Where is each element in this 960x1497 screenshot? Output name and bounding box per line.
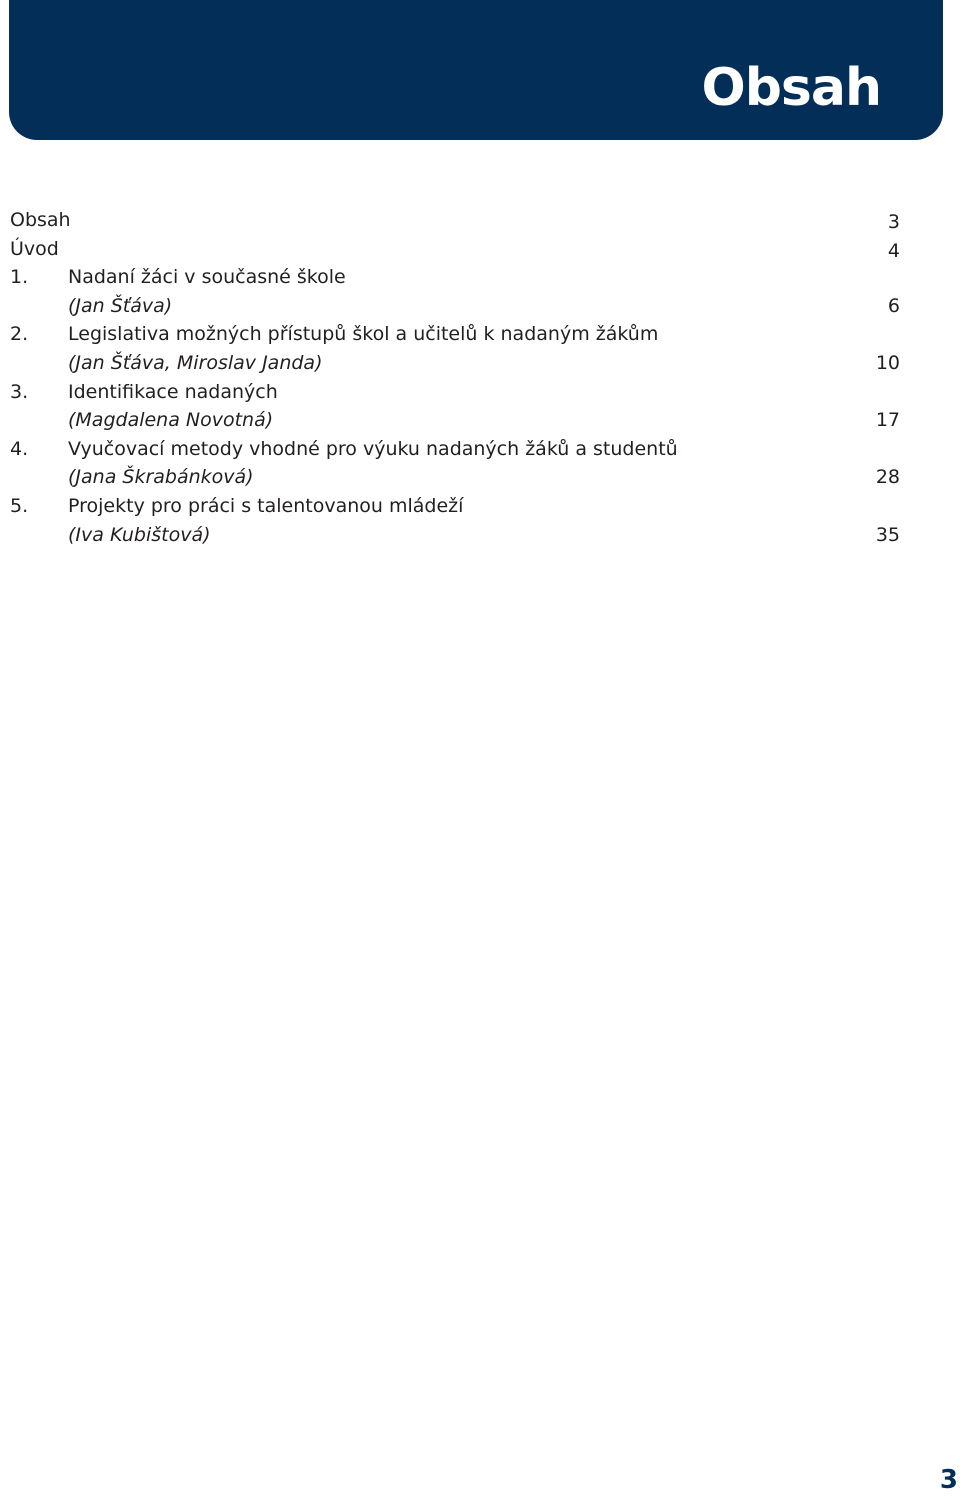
toc-entry-title: Úvod — [10, 237, 59, 260]
toc-entry-page: 6 — [887, 294, 900, 317]
table-of-contents — [10, 206, 900, 549]
toc-entry-number: 5. — [10, 494, 29, 517]
toc-entry-page: 35 — [875, 523, 900, 546]
toc-entry-title: Projekty pro práci s talentovanou mládeží — [68, 494, 464, 517]
toc-entry-page: 28 — [875, 466, 900, 489]
header-banner — [9, 0, 943, 140]
toc-entry-obsah[interactable] — [10, 206, 900, 235]
toc-entry-page: 17 — [875, 409, 900, 432]
toc-entry-uvod[interactable] — [10, 235, 900, 264]
toc-entry-page: 10 — [875, 351, 900, 374]
toc-entry-page: 4 — [887, 239, 900, 262]
toc-entry-number: 4. — [10, 437, 29, 460]
toc-entry-title: Legislativa možných přístupů škol a učitelů k nadaným žákům — [68, 323, 659, 346]
page-title: Obsah — [701, 58, 881, 118]
toc-entry-number: 2. — [10, 323, 29, 346]
toc-entry-chapter-4[interactable] — [10, 435, 900, 492]
toc-entry-author: (Jana Škrabánková) — [68, 466, 254, 489]
toc-entry-title: Nadaní žáci v současné škole — [68, 266, 346, 289]
toc-entry-number: 3. — [10, 380, 29, 403]
toc-entry-title: Identifikace nadaných — [68, 380, 278, 403]
toc-entry-title: Obsah — [10, 209, 71, 231]
toc-entry-chapter-3[interactable] — [10, 378, 900, 435]
toc-entry-page: 3 — [887, 211, 900, 233]
toc-entry-author: (Magdalena Novotná) — [68, 409, 274, 432]
toc-entry-author: (Iva Kubištová) — [68, 523, 211, 546]
toc-entry-chapter-1[interactable] — [10, 263, 900, 320]
toc-entry-title: Vyučovací metody vhodné pro výuku nadaných žáků a studentů — [68, 437, 678, 460]
toc-entry-chapter-2[interactable] — [10, 320, 900, 377]
toc-entry-chapter-5[interactable] — [10, 492, 900, 549]
page-number: 3 — [939, 1465, 958, 1495]
toc-entry-author: (Jan Šťáva, Miroslav Janda) — [68, 351, 323, 374]
toc-entry-number: 1. — [10, 266, 29, 289]
toc-entry-author: (Jan Šťáva) — [68, 294, 173, 317]
